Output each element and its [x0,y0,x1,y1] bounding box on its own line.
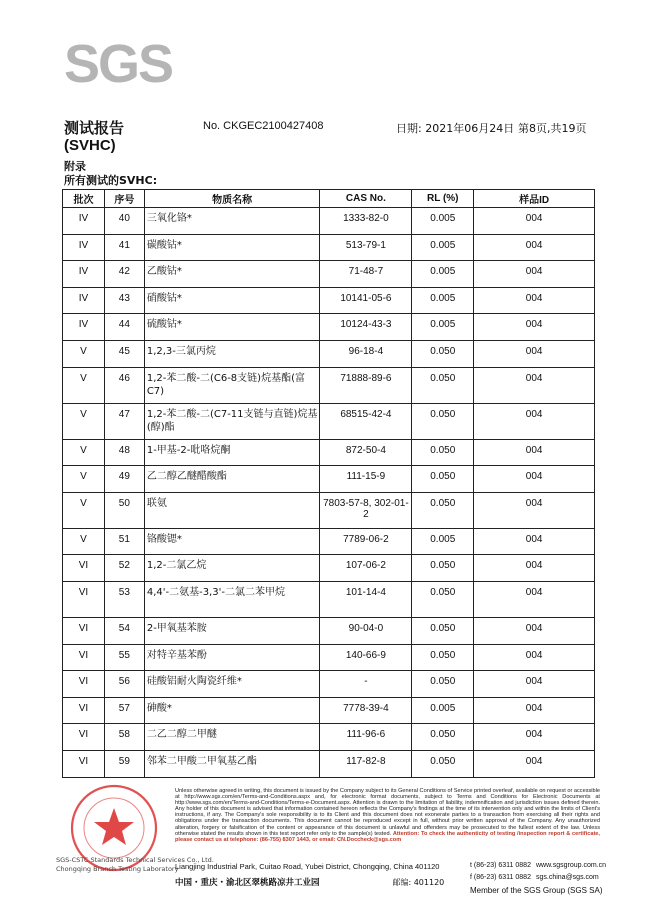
cas-cell: 101-14-4 [320,581,412,617]
cas-cell: 7789-06-2 [320,528,412,555]
sample-id-cell: 004 [474,287,595,314]
batch-cell: V [63,492,105,528]
batch-cell: VI [63,671,105,698]
batch-cell: IV [63,314,105,341]
table-row [63,340,595,367]
table-row [63,644,595,671]
sgs-logo [62,34,174,86]
substance-cell: 1,2-苯二酸-二(C7-11支链与直链)烷基(醇)酯 [144,403,320,439]
cas-cell: 90-04-0 [320,617,412,644]
table-row [63,555,595,582]
rl-cell: 0.005 [412,697,474,724]
table-row [63,697,595,724]
address-chinese-text: 中国・重庆・渝北区翠桃路凉井工业园 [175,878,320,888]
number-cell: 42 [104,261,144,288]
legal-text: Unless otherwise agreed in writing, this document is issued by the Company subject to its General Conditions of Service printed overleaf, available on request or accessible at http://www.sgs.com/en/Terms-and-Conditions.aspx and, for electronic format documents, subject to Terms and Conditions for Electronic Documents at http://www.sgs.com/en/Terms-and-Conditions/Terms-e-Document.aspx. Attention is drawn to the limitation of liability, indemnification and jurisdiction issues defined therein. Any holder of this document is advised that information contained hereon reflects the Company's findings at the time of its intervention only and within the limits of Client's instructions, if any. The Company's sole responsibility is to its Client and this document does not exonerate parties to a transaction from exercising all their rights and obligations under the transaction documents. This document cannot be reproduced except in full, without prior written approval of the Company. Any unauthorized alteration, forgery or falsification of the content or appearance of this document is unlawful and offenders may be prosecuted to the fullest extent of the law. Unless otherwise stated the results shown in this test report refer only to the sample(s) tested. [175,788,600,837]
number-cell: 46 [104,367,144,403]
substance-cell: 邻苯二甲酸二甲氧基乙酯 [144,750,320,777]
address-chinese [175,876,444,888]
sample-id-cell: 004 [474,403,595,439]
header-cas: CAS No. [320,190,412,208]
substance-cell: 硝酸钴* [144,287,320,314]
number-cell: 57 [104,697,144,724]
number-cell: 54 [104,617,144,644]
cas-cell: 111-96-6 [320,724,412,751]
cas-cell: 7803-57-8, 302-01-2 [320,492,412,528]
sample-id-cell: 004 [474,724,595,751]
batch-cell: VI [63,581,105,617]
sample-id-cell: 004 [474,439,595,466]
table-row [63,367,595,403]
cas-cell: 140-66-9 [320,644,412,671]
table-row [63,403,595,439]
legal-disclaimer [175,788,600,843]
substance-cell: 1,2-苯二酸-二(C6-8支链)烷基酯(富C7) [144,367,320,403]
batch-cell: VI [63,750,105,777]
report-title: 测试报告 [64,119,125,137]
substance-cell: 硅酸铝耐火陶瓷纤维* [144,671,320,698]
rl-cell: 0.050 [412,581,474,617]
cas-cell: 71-48-7 [320,261,412,288]
table-row [63,581,595,617]
phone-number: t (86-23) 6311 0882 [470,862,531,869]
rl-cell: 0.050 [412,492,474,528]
group-membership: Member of the SGS Group (SGS SA) [470,886,603,895]
address-english: Liangjing Industrial Park, Cuitao Road, Yubei District, Chongqing, China 401120 [175,862,440,871]
rl-cell: 0.050 [412,555,474,582]
substance-cell: 联氨 [144,492,320,528]
laboratory-seal [58,782,176,892]
sample-id-cell: 004 [474,555,595,582]
cas-cell: 10141-05-6 [320,287,412,314]
sample-id-cell: 004 [474,644,595,671]
substance-cell: 2-甲氧基苯胺 [144,617,320,644]
page-number: 第8页,共19页 [518,122,587,135]
seal-caption-line-1: SGS-CSTC Standards Technical Services Co., Ltd. [56,856,214,864]
sample-id-cell: 004 [474,261,595,288]
sample-id-cell: 004 [474,697,595,724]
sample-id-cell: 004 [474,750,595,777]
appendix-label: 附录 [64,160,86,173]
rl-cell: 0.050 [412,340,474,367]
table-row [63,261,595,288]
rl-cell: 0.005 [412,528,474,555]
sample-id-cell: 004 [474,617,595,644]
substance-cell: 铬酸锶* [144,528,320,555]
table-row [63,208,595,235]
email: sgs.china@sgs.com [536,874,599,881]
svg-text:SGS: SGS [64,34,173,86]
substance-cell: 二乙二醇二甲醚 [144,724,320,751]
cas-cell: 1333-82-0 [320,208,412,235]
batch-cell: V [63,367,105,403]
seal-caption-line-2: Chongqing Branch Testing Laboratory [56,865,179,873]
sample-id-cell: 004 [474,492,595,528]
table-row [63,466,595,493]
table-row [63,671,595,698]
batch-cell: VI [63,644,105,671]
batch-cell: V [63,340,105,367]
rl-cell: 0.050 [412,439,474,466]
cas-cell: 872-50-4 [320,439,412,466]
table-header-row [63,190,595,208]
number-cell: 41 [104,234,144,261]
rl-cell: 0.050 [412,671,474,698]
number-cell: 48 [104,439,144,466]
substance-cell: 1,2,3-三氯丙烷 [144,340,320,367]
substance-cell: 砷酸* [144,697,320,724]
rl-cell: 0.005 [412,208,474,235]
table-row [63,528,595,555]
substance-cell: 乙二醇乙醚醋酸酯 [144,466,320,493]
rl-cell: 0.050 [412,367,474,403]
number-cell: 43 [104,287,144,314]
header-rl: RL (%) [412,190,474,208]
number-cell: 51 [104,528,144,555]
sample-id-cell: 004 [474,314,595,341]
sample-id-cell: 004 [474,367,595,403]
table-row [63,617,595,644]
report-subtitle: (SVHC) [64,137,116,154]
table-row [63,439,595,466]
report-date: 日期: 2021年06月24日 [396,122,515,135]
number-cell: 58 [104,724,144,751]
number-cell: 44 [104,314,144,341]
header-substance: 物质名称 [144,190,320,208]
number-cell: 40 [104,208,144,235]
sample-id-cell: 004 [474,208,595,235]
table-caption: 所有测试的SVHC: [64,174,158,187]
batch-cell: V [63,528,105,555]
header-number: 序号 [104,190,144,208]
table-row [63,314,595,341]
rl-cell: 0.005 [412,261,474,288]
table-row [63,750,595,777]
fax-number: f (86-23) 6311 0882 [470,874,531,881]
table-row [63,724,595,751]
rl-cell: 0.050 [412,403,474,439]
number-cell: 45 [104,340,144,367]
cas-cell: 513-79-1 [320,234,412,261]
number-cell: 53 [104,581,144,617]
substance-cell: 对特辛基苯酚 [144,644,320,671]
table-row [63,287,595,314]
batch-cell: V [63,439,105,466]
number-cell: 47 [104,403,144,439]
attention-text: Attention: To check the authenticity of testing /inspection report & certificate, please contact us at telephone: (86-755) 8307 1443, or email: CN.Doccheck@sgs.com [175,830,600,843]
number-cell: 59 [104,750,144,777]
batch-cell: VI [63,617,105,644]
number-cell: 55 [104,644,144,671]
cas-cell: 10124-43-3 [320,314,412,341]
rl-cell: 0.050 [412,617,474,644]
batch-cell: IV [63,208,105,235]
batch-cell: V [63,466,105,493]
report-number: No. CKGEC2100427408 [203,120,324,132]
rl-cell: 0.050 [412,644,474,671]
rl-cell: 0.005 [412,287,474,314]
sample-id-cell: 004 [474,340,595,367]
cas-cell: 117-82-8 [320,750,412,777]
cas-cell: 71888-89-6 [320,367,412,403]
rl-cell: 0.050 [412,724,474,751]
substance-cell: 4,4'-二氨基-3,3'-二氯二苯甲烷 [144,581,320,617]
batch-cell: VI [63,555,105,582]
substance-cell: 1-甲基-2-吡咯烷酮 [144,439,320,466]
cas-cell: 7778-39-4 [320,697,412,724]
sample-id-cell: 004 [474,581,595,617]
sample-id-cell: 004 [474,466,595,493]
number-cell: 50 [104,492,144,528]
batch-cell: V [63,403,105,439]
batch-cell: VI [63,697,105,724]
batch-cell: IV [63,287,105,314]
svhc-table [62,189,595,778]
substance-cell: 碳酸钴* [144,234,320,261]
rl-cell: 0.050 [412,750,474,777]
cas-cell: 111-15-9 [320,466,412,493]
cas-cell: 96-18-4 [320,340,412,367]
substance-cell: 硫酸钴* [144,314,320,341]
number-cell: 52 [104,555,144,582]
substance-cell: 乙酸钴* [144,261,320,288]
rl-cell: 0.005 [412,234,474,261]
batch-cell: VI [63,724,105,751]
cas-cell: 68515-42-4 [320,403,412,439]
number-cell: 49 [104,466,144,493]
batch-cell: IV [63,261,105,288]
substance-cell: 三氧化铬* [144,208,320,235]
header-sample-id: 样品ID [474,190,595,208]
table-row [63,234,595,261]
postcode: 邮编: 401120 [392,878,445,887]
rl-cell: 0.050 [412,466,474,493]
website: www.sgsgroup.com.cn [536,862,607,869]
sample-id-cell: 004 [474,671,595,698]
table-row [63,492,595,528]
cas-cell: 107-06-2 [320,555,412,582]
batch-cell: IV [63,234,105,261]
rl-cell: 0.005 [412,314,474,341]
header-batch: 批次 [63,190,105,208]
sample-id-cell: 004 [474,234,595,261]
substance-cell: 1,2-二氯乙烷 [144,555,320,582]
number-cell: 56 [104,671,144,698]
sample-id-cell: 004 [474,528,595,555]
cas-cell: - [320,671,412,698]
